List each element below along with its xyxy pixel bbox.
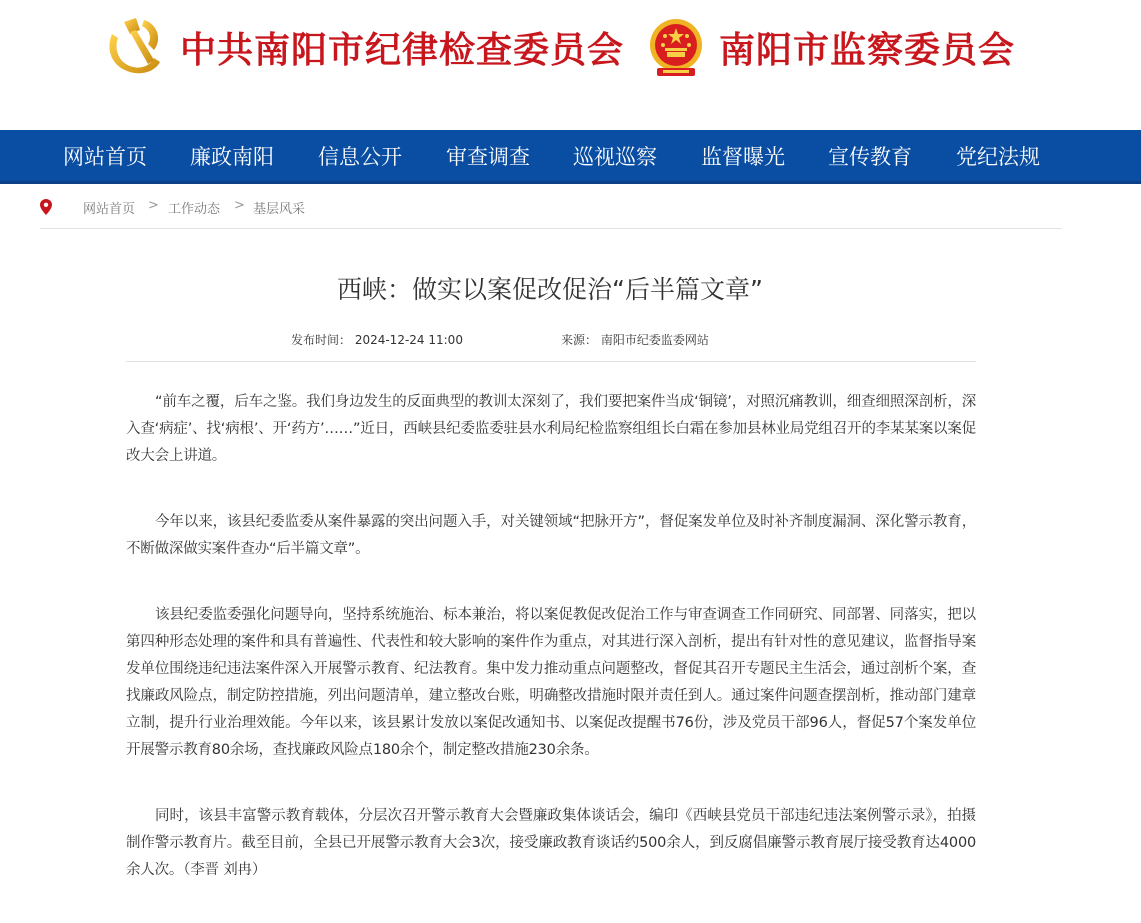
national-emblem-icon (643, 14, 709, 80)
logo-supervision-commission[interactable] (643, 14, 1015, 80)
right-header-title: 南阳市监察委员会 (719, 28, 1016, 71)
nav-item-publicity-education[interactable]: 宣传教育 (828, 145, 912, 169)
article-title: 西峡：做实以案促改促治“后半篇文章” (337, 275, 763, 304)
breadcrumb-separator: > (234, 198, 245, 213)
left-header-title: 中共南阳市纪律检查委员会 (180, 28, 625, 71)
breadcrumb (40, 186, 1062, 229)
nav-item-inspection[interactable]: 巡视巡察 (573, 145, 657, 169)
nav-item-party-regulations[interactable]: 党纪法规 (956, 145, 1040, 169)
article-paragraph: 今年以来，该县纪委监委从案件暴露的突出问题入手，对关键领域“把脉开方”，督促案发单位及时补齐制度漏洞、深化警示教育，不断做深做实案件查办“后半篇文章”。 (126, 514, 976, 557)
nav-item-review-investigation[interactable]: 审查调查 (446, 145, 530, 169)
nav-item-info-disclosure[interactable]: 信息公开 (318, 145, 402, 169)
nav-item-home[interactable]: 网站首页 (63, 145, 147, 169)
party-emblem-icon (100, 14, 166, 80)
breadcrumb-work-news[interactable]: 工作动态 (168, 202, 221, 217)
location-pin-icon (40, 199, 52, 215)
nav-item-supervision-exposure[interactable]: 监督曝光 (701, 145, 785, 169)
logo-discipline-commission[interactable] (100, 14, 624, 80)
article-paragraph: “前车之覆，后车之鉴。我们身边发生的反面典型的教训太深刻了，我们要把案件当成‘铜镜’，对照沉痛教训，细查细照深剖析，深入查‘病症’、找‘病根’、开‘药方’……”近日，西峡县纪委监委驻县水利局纪检监察组组长白霜在参加县林业局党组召开的李某某案以案促改大会上讲道。 (126, 394, 976, 464)
nav-item-integrity-nanyang[interactable]: 廉政南阳 (190, 145, 274, 169)
publish-time: 发布时间： 2024-12-24 11:00 (291, 333, 463, 347)
main-nav (0, 130, 1141, 184)
article-paragraph: 该县纪委监委强化问题导向，坚持系统施治、标本兼治，将以案促教促改促治工作与审查调查工作同研究、同部署、同落实，把以第四种形态处理的案件和具有普遍性、代表性和较大影响的案件作为重点，对其进行深入剖析，提出有针对性的意见建议，监督指导案发单位围绕违纪违法案件深入开展警示教育、纪法教育。集中发力推动重点问题整改，督促其召开专题民主生活会，通过剖析个案，查找廉政风险点，制定防控措施，列出问题清单，建立整改台账，明确整改措施时限并责任到人。通过案件问题查摆剖析，推动部门建章立制，提升行业治理效能。今年以来，该县累计发放以案促改通知书、以案促改提醒书76份，涉及党员干部96人，督促57个案发单位开展警示教育80余场，查找廉政风险点180余个，制定整改措施230余条。 (126, 607, 976, 758)
article-source: 来源： 南阳市纪委监委网站 (561, 333, 709, 347)
breadcrumb-home[interactable]: 网站首页 (83, 202, 136, 217)
breadcrumb-separator: > (148, 198, 159, 213)
title-divider (126, 361, 976, 362)
article-paragraph: 同时，该县丰富警示教育载体，分层次召开警示教育大会暨廉政集体谈话会，编印《西峡县党员干部违纪违法案例警示录》，拍摄制作警示教育片。截至目前，全县已开展警示教育大会3次，接受廉政教育谈话约500余人，到反腐倡廉警示教育展厅接受教育达4000余人次。（李晋 刘冉） (126, 808, 976, 878)
site-header (0, 0, 1141, 130)
breadcrumb-grassroots[interactable]: 基层风采 (253, 202, 306, 217)
article-body (126, 389, 976, 923)
